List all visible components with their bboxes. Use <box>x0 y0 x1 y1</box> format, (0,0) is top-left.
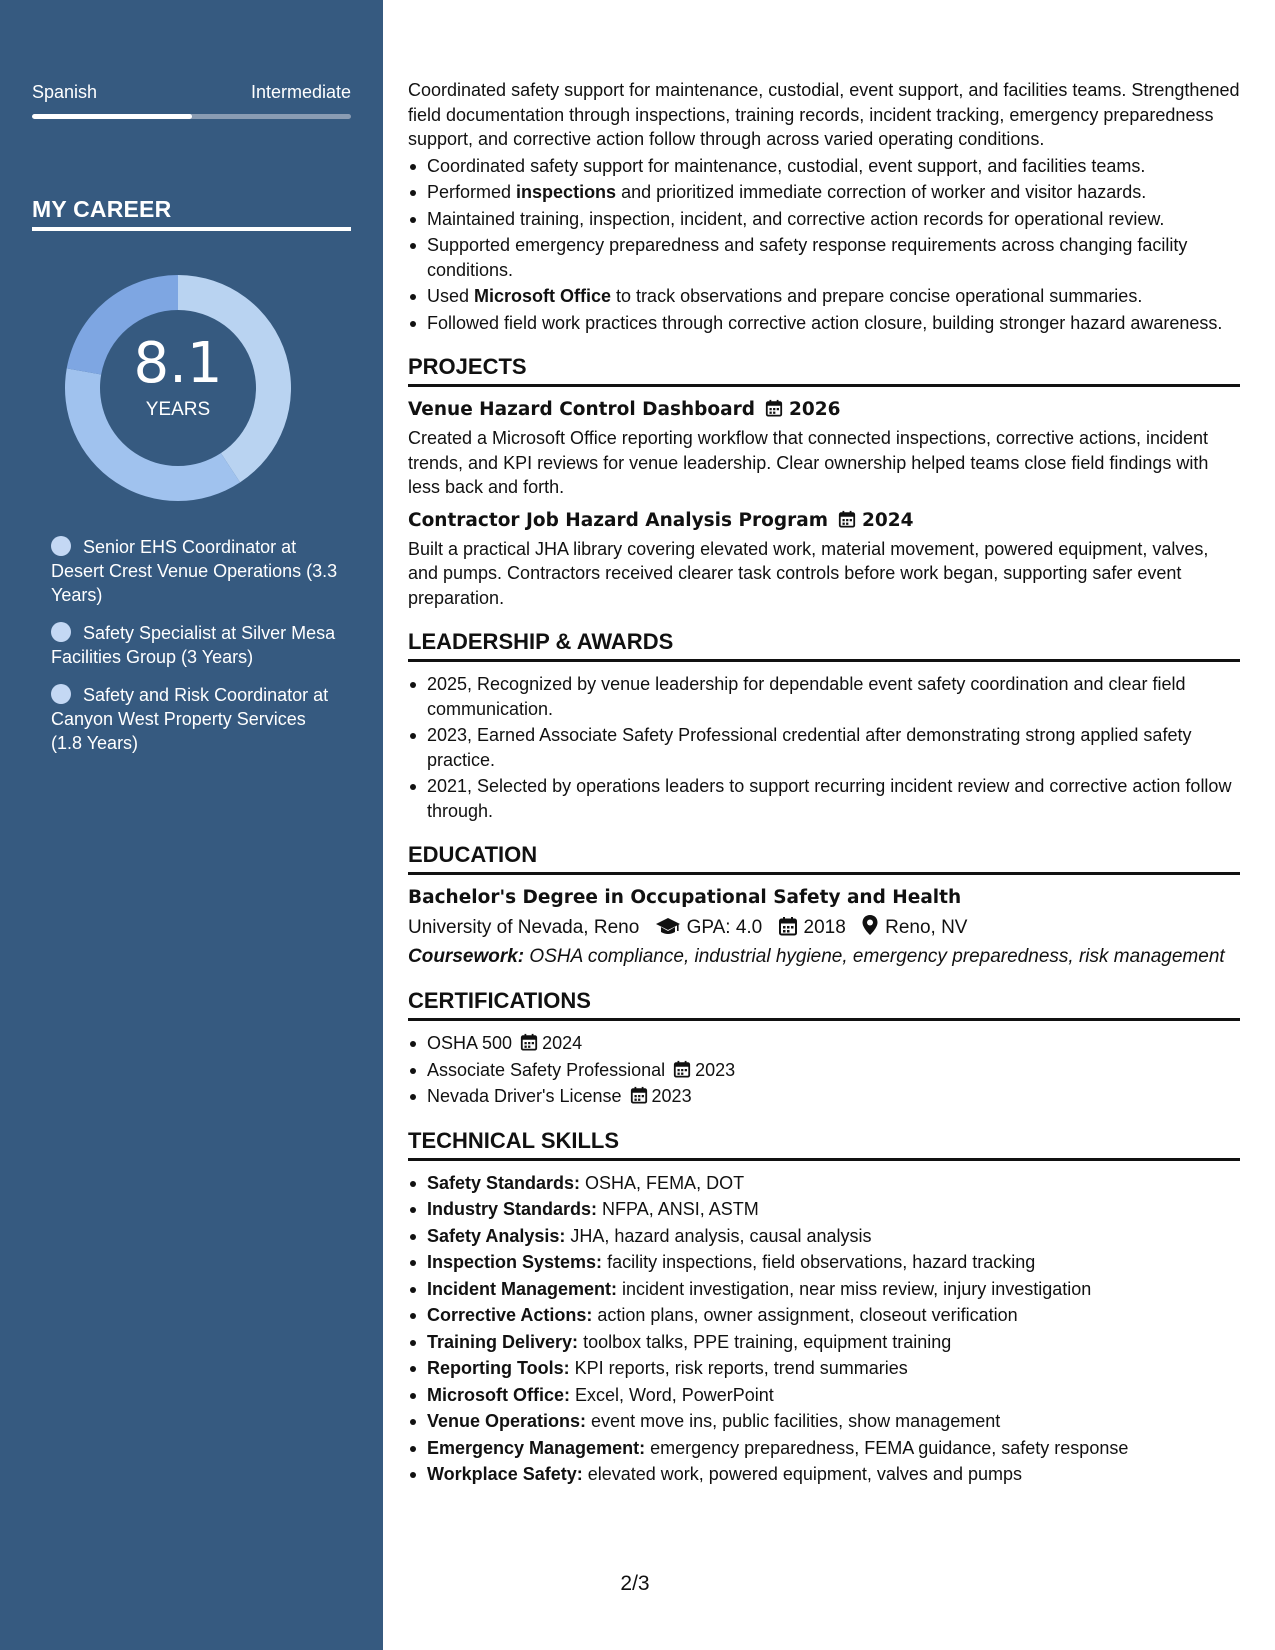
skill-label: Industry Standards: <box>427 1199 598 1219</box>
skill-value: toolbox talks, PPE training, equipment training <box>578 1331 952 1352</box>
sidebar <box>0 0 383 1650</box>
language-row <box>32 82 351 103</box>
total-years-unit: YEARS <box>145 399 211 420</box>
location-pin-icon <box>861 914 879 936</box>
career-section-title: MY CAREER <box>32 196 351 231</box>
calendar-icon <box>778 916 798 936</box>
skill-label: Corrective Actions: <box>427 1305 593 1325</box>
career-dot <box>51 622 71 642</box>
coursework-text: OSHA compliance, industrial hygiene, emergency preparedness, risk management <box>524 946 1225 967</box>
bullet-text: Coordinated safety support for maintenance, custodial, event support, and facilities teams. <box>427 155 1146 176</box>
degree-title: Bachelor's Degree in Occupational Safety and Health <box>408 887 962 908</box>
language-level: Intermediate <box>250 82 351 102</box>
leadership-title: LEADERSHIP & AWARDS <box>408 628 1240 662</box>
school-location: Reno, NV <box>885 917 968 938</box>
experience-bullet <box>408 154 1240 179</box>
certification-year: 2024 <box>542 1033 583 1053</box>
bullet-text: Maintained training, inspection, incident, and corrective action records for operational review. <box>427 208 1165 229</box>
skill-label: Venue Operations: <box>427 1411 587 1431</box>
skill-label: Microsoft Office: <box>427 1384 571 1405</box>
skill-item <box>408 1330 1240 1355</box>
certification-year: 2023 <box>651 1086 692 1106</box>
skill-item <box>408 1277 1240 1302</box>
skill-label: Emergency Management: <box>427 1437 646 1458</box>
project-header <box>408 508 1240 534</box>
skill-value: facility inspections, field observations, hazard tracking <box>602 1252 1036 1272</box>
total-years-value: 8.1 <box>133 331 223 396</box>
career-years-donut <box>62 272 294 504</box>
career-dot <box>51 536 71 556</box>
experience-bullets <box>408 154 1240 336</box>
calendar-icon <box>520 1033 538 1051</box>
certification-item <box>408 1058 1240 1083</box>
graduation-year: 2018 <box>803 917 846 938</box>
skill-item <box>408 1224 1240 1249</box>
school-name: University of Nevada, Reno <box>408 917 640 938</box>
gpa: GPA: 4.0 <box>686 917 763 938</box>
certification-name: Associate Safety Professional <box>427 1059 666 1080</box>
skill-value: JHA, hazard analysis, causal analysis <box>565 1225 872 1246</box>
graduation-cap-icon <box>655 916 681 936</box>
skill-item <box>408 1462 1240 1487</box>
calendar-icon <box>673 1060 691 1078</box>
career-list <box>51 535 341 769</box>
leadership-list <box>408 672 1240 823</box>
skill-value: OSHA, FEMA, DOT <box>580 1172 745 1193</box>
certifications-list <box>408 1031 1240 1109</box>
skill-label: Safety Analysis: <box>427 1225 566 1246</box>
project-item <box>408 508 1240 611</box>
skill-label: Inspection Systems: <box>427 1252 603 1272</box>
career-item-text: Safety Specialist at Silver Mesa Facilities Group (3 Years) <box>51 623 336 667</box>
skill-label: Training Delivery: <box>427 1331 579 1352</box>
education-details <box>408 914 1240 942</box>
language-proficiency-fill <box>32 114 192 119</box>
project-header <box>408 397 1240 423</box>
calendar-icon <box>765 399 783 417</box>
bullet-text-end: and prioritized immediate correction of worker and visitor hazards. <box>616 182 1147 202</box>
certification-item <box>408 1084 1240 1109</box>
experience-bullet <box>408 284 1240 309</box>
projects-list <box>408 397 1240 610</box>
language-name: Spanish <box>32 82 98 102</box>
career-dot <box>51 684 71 704</box>
skill-label: Incident Management: <box>427 1278 618 1299</box>
skill-value: emergency preparedness, FEMA guidance, safety response <box>645 1437 1129 1458</box>
skills-title: TECHNICAL SKILLS <box>408 1127 1240 1161</box>
certification-name: Nevada Driver's License <box>427 1086 622 1106</box>
certification-item <box>408 1031 1240 1056</box>
skill-item <box>408 1250 1240 1275</box>
bullet-text: Used <box>427 286 475 306</box>
skill-label: Reporting Tools: <box>427 1358 570 1378</box>
skill-item <box>408 1171 1240 1196</box>
skill-value: event move ins, public facilities, show management <box>586 1411 1001 1431</box>
bullet-text: Supported emergency preparedness and safety response requirements across changing facility conditions. <box>427 235 1188 280</box>
calendar-icon <box>838 510 856 528</box>
project-name: Venue Hazard Control Dashboard <box>408 399 755 420</box>
project-description: Created a Microsoft Office reporting workflow that connected inspections, corrective actions, incident trends, and KPI reviews for venue leadership. Clear ownership helped teams close field findings with less back and forth. <box>408 428 1209 497</box>
skill-value: KPI reports, risk reports, trend summaries <box>569 1358 908 1378</box>
bullet-highlight: inspections <box>516 182 617 202</box>
career-item <box>51 621 341 669</box>
skill-value: action plans, owner assignment, closeout verification <box>592 1305 1018 1325</box>
project-description: Built a practical JHA library covering elevated work, material movement, powered equipment, valves, and pumps. Contractors received clearer task controls before work began, supporting safer event preparation. <box>408 538 1209 608</box>
award-item: 2021, Selected by operations leaders to support recurring incident review and corrective action follow through. <box>408 774 1240 823</box>
page-number: 2/3 <box>620 1572 650 1595</box>
experience-summary: Coordinated safety support for maintenance, custodial, event support, and facilities teams. Strengthened field documentation through inspections, training records, incident tracking, emergency preparedness support, and corrective action follow through across varied operating conditions. <box>408 80 1240 149</box>
award-item: 2025, Recognized by venue leadership for dependable event safety coordination and clear field communication. <box>408 672 1240 721</box>
certifications-title: CERTIFICATIONS <box>408 987 1240 1021</box>
experience-bullet <box>408 207 1240 232</box>
skill-item <box>408 1383 1240 1408</box>
experience-bullet <box>408 180 1240 205</box>
award-item: 2023, Earned Associate Safety Professional credential after demonstrating strong applied safety practice. <box>408 723 1240 772</box>
skill-label: Safety Standards: <box>427 1172 581 1193</box>
project-name: Contractor Job Hazard Analysis Program <box>408 509 828 531</box>
project-item <box>408 397 1240 500</box>
project-year: 2024 <box>862 509 914 531</box>
skill-item <box>408 1436 1240 1461</box>
certification-name: OSHA 500 <box>427 1033 513 1053</box>
coursework <box>408 944 1240 969</box>
skill-value: NFPA, ANSI, ASTM <box>597 1199 759 1219</box>
project-year: 2026 <box>788 399 841 420</box>
skill-item <box>408 1303 1240 1328</box>
career-item-text: Senior EHS Coordinator at Desert Crest Venue Operations (3.3 Years) <box>51 537 338 605</box>
skill-label: Workplace Safety: <box>427 1464 583 1484</box>
career-item <box>51 683 341 755</box>
career-item <box>51 535 341 607</box>
skill-item <box>408 1409 1240 1434</box>
skills-list <box>408 1171 1240 1487</box>
skill-value: incident investigation, near miss review, injury investigation <box>617 1278 1092 1299</box>
bullet-highlight: Microsoft Office <box>474 286 612 306</box>
education-title: EDUCATION <box>408 841 1240 875</box>
skill-item <box>408 1197 1240 1222</box>
coursework-label: Coursework: <box>408 946 525 967</box>
career-item-text: Safety and Risk Coordinator at Canyon West Property Services (1.8 Years) <box>51 685 329 753</box>
projects-title: PROJECTS <box>408 353 1240 387</box>
bullet-text-end: to track observations and prepare concise operational summaries. <box>611 286 1143 306</box>
calendar-icon <box>630 1086 648 1104</box>
main-content <box>408 78 1240 1489</box>
bullet-text: Followed field work practices through corrective action closure, building stronger hazard awareness. <box>427 312 1223 333</box>
skill-value: elevated work, powered equipment, valves and pumps <box>582 1464 1022 1484</box>
experience-bullet <box>408 311 1240 336</box>
skill-value: Excel, Word, PowerPoint <box>570 1384 774 1405</box>
certification-year: 2023 <box>695 1059 736 1080</box>
experience-bullet <box>408 233 1240 282</box>
skill-item <box>408 1356 1240 1381</box>
bullet-text: Performed <box>427 182 517 202</box>
language-proficiency-bar <box>32 114 351 119</box>
